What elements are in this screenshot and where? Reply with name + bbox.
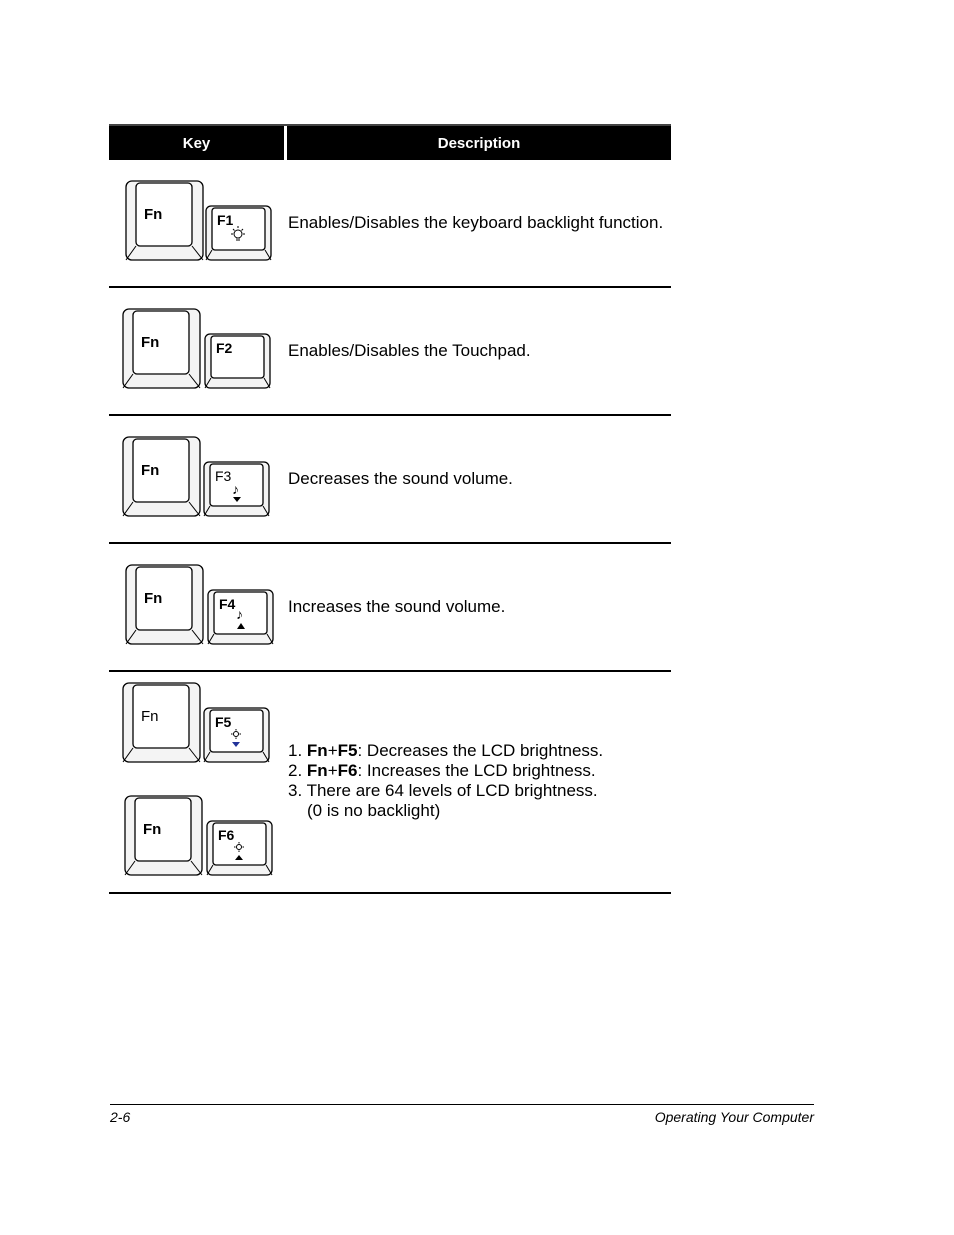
row-description: Enables/Disables the keyboard backlight function. (288, 213, 664, 232)
chapter-title: Operating Your Computer (654, 1109, 814, 1125)
svg-text:Fn: Fn (143, 821, 162, 838)
svg-text:Fn: Fn (144, 590, 163, 607)
hotkey-table (109, 124, 671, 843)
list-item: 1. Fn+F5: Decreases the LCD brightness. (288, 741, 604, 760)
row-description (288, 741, 603, 821)
fn-key (122, 682, 202, 764)
row-description: Enables/Disables the Touchpad. (288, 341, 531, 360)
table-row (109, 672, 671, 894)
svg-text:Fn: Fn (144, 206, 163, 223)
row-description: Increases the sound volume. (288, 597, 506, 616)
svg-text:Fn: Fn (141, 334, 160, 351)
page-number: 2-6 (110, 1109, 131, 1125)
f2-key (204, 333, 272, 390)
f4-key (207, 589, 275, 646)
svg-text:Fn: Fn (141, 462, 160, 479)
f3-key (203, 461, 271, 518)
fn-key (122, 308, 202, 390)
svg-text:F1: F1 (217, 212, 234, 228)
table-header (109, 124, 671, 160)
svg-text:F3: F3 (215, 468, 232, 484)
header-description: Description (437, 134, 521, 152)
list-item: (0 is no backlight) (307, 801, 441, 820)
fn-key (122, 436, 202, 518)
list-item: 2. Fn+F6: Increases the LCD brightness. (288, 761, 596, 780)
f1-key (205, 205, 273, 262)
svg-text:F5: F5 (215, 714, 232, 730)
svg-text:F6: F6 (218, 827, 235, 843)
svg-text:Fn: Fn (141, 708, 159, 725)
brightness-list (288, 741, 603, 821)
svg-text:F2: F2 (216, 340, 233, 356)
f5-key (203, 707, 271, 764)
table-row (109, 288, 671, 416)
table-row (109, 416, 671, 544)
svg-text:F4: F4 (219, 596, 236, 612)
fn-key (125, 564, 205, 646)
header-key: Key (109, 126, 287, 160)
fn-key (124, 795, 204, 877)
list-item: 3. There are 64 levels of LCD brightness. (288, 781, 598, 800)
table-row (109, 544, 671, 672)
svg-text:♪: ♪ (232, 481, 239, 497)
svg-text:♪: ♪ (236, 606, 243, 622)
row-description: Decreases the sound volume. (288, 469, 513, 488)
fn-key (125, 180, 205, 262)
page-footer (110, 1104, 814, 1125)
table-row (109, 160, 671, 288)
f6-key (206, 820, 274, 877)
